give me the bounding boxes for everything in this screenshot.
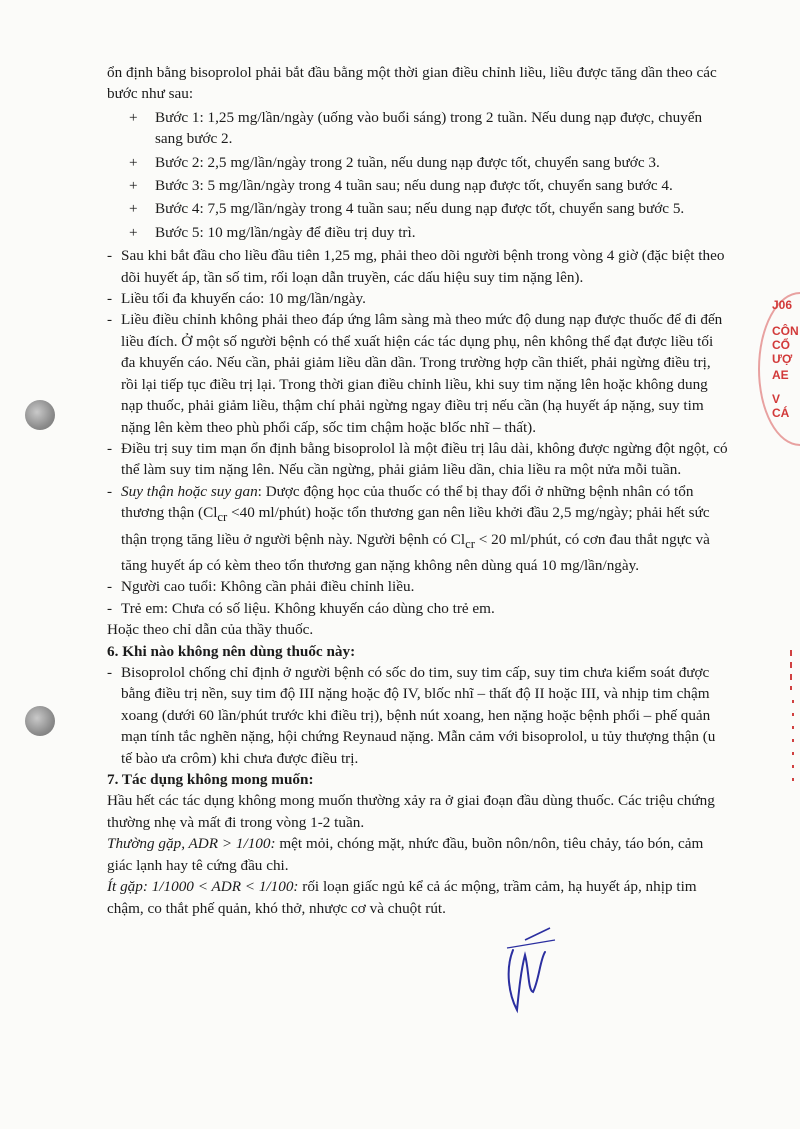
step-item — [129, 222, 729, 243]
renal-text: < 20 ml/phút, có cơn đau thắt ngực và tăng huyết áp có kèm theo tổn thương gan nặng không nên dùng quá 10 mg/lần/ngày. — [121, 530, 710, 574]
step-item — [129, 175, 729, 196]
plus-marker: + — [129, 108, 138, 126]
titration-steps — [107, 107, 729, 243]
punch-hole — [25, 400, 55, 430]
stamp-seal — [772, 298, 800, 420]
renal-label: Suy thận hoặc suy gan — [121, 482, 258, 500]
dosage-bullet — [107, 309, 729, 437]
adverse-intro: Hầu hết các tác dụng không mong muốn thường xảy ra ở giai đoạn đầu dùng thuốc. Các triệu chứng thường nhẹ và mất đi trong vòng 1-2 tuần. — [107, 792, 715, 831]
bullet-text: Bisoprolol chống chỉ định ở người bệnh có sốc do tim, suy tim cấp, suy tim chưa kiểm soát được bằng điều trị nền, suy tim độ III nặng hoặc độ IV, blốc nhĩ – thất độ II hoặc III, và nhịp tim chậm xoang (dưới 60 lần/phút trước khi điều trị), bệnh nút xoang, hen nặng hoặc bệnh phổi – phế quản mạn tính tắc nghẽn nặng, hội chứng Reynaud nặng. Mẫn cảm với bisoprolol, u tủy thượng thận (u tế bào ưa crôm) khi chưa được điều trị. — [121, 664, 716, 767]
bullet-text: Liều điều chỉnh không phải theo đáp ứng lâm sàng mà theo mức độ dung nạp được thuốc để đi đến liều đích. Ở một số người bệnh có thể xuất hiện các tác dụng phụ, nên không thể đạt được liều tối đa khuyến cáo. Nếu cần, phải giảm liều dần dần. Trong trường hợp cần thiết, phải ngừng điều trị, rồi lại tiếp tục điều trị lại. Trong thời gian điều chỉnh liều, khi suy tim nặng lên hoặc không dung nạp thuốc, phải giảm liều, thậm chí phải ngừng ngay điều trị nếu cần (hạ huyết áp nặng, suy tim nặng lên kèm theo phù phổi cấp, sốc tim chậm hoặc blốc nhĩ – thất). — [121, 311, 723, 436]
plus-marker: + — [129, 200, 138, 218]
renal-text: <40 ml/phút) hoặc tổn thương gan nên liều khởi đầu 2,5 mg/ngày; phải hết sức thận trọng tăng liều ở người bệnh này. Người bệnh có Cl — [121, 504, 710, 548]
section-6-heading: 6. Khi nào không nên dùng thuốc này: — [107, 642, 356, 660]
dosage-bullet — [107, 288, 729, 309]
intro-paragraph: ổn định bằng bisoprolol phải bắt đầu bằng một thời gian điều chỉnh liều, liều được tăng dần theo các bước như sau: — [107, 64, 717, 103]
bullet-text: Điều trị suy tim mạn ổn định bằng bisoprolol là một điều trị lâu dài, không được ngừng đột ngột, có thể làm suy tim nặng lên. Nếu cần ngừng, phải giảm liều dần, chia liều ra một nửa mỗi tuần. — [121, 439, 728, 479]
stamp-text: CỔ — [772, 338, 790, 352]
stamp-text: ƯỢ — [772, 352, 793, 366]
stamp-edge-marks — [788, 650, 800, 790]
dash-marker: - — [107, 439, 113, 457]
dosage-bullet — [107, 438, 729, 481]
plus-marker: + — [129, 153, 138, 171]
plus-marker: + — [129, 223, 138, 241]
punch-hole — [25, 706, 55, 736]
elderly-bullet — [107, 576, 729, 597]
children-bullet — [107, 598, 729, 619]
dash-marker: - — [107, 578, 113, 596]
bullet-text: Trẻ em: Chưa có số liệu. Không khuyến cáo dùng cho trẻ em. — [121, 599, 495, 617]
dash-marker: - — [107, 290, 113, 308]
dash-marker: - — [107, 482, 113, 500]
dosage-bullet — [107, 245, 729, 288]
common-adr — [107, 833, 729, 876]
contraindication-bullet — [107, 662, 729, 769]
stamp-text: CÔN — [772, 324, 799, 338]
step-item — [129, 107, 729, 150]
stamp-text: AE — [772, 368, 789, 382]
uncommon-adr — [107, 876, 729, 919]
step-item — [129, 152, 729, 173]
dash-marker: - — [107, 247, 113, 265]
dash-marker: - — [107, 664, 113, 682]
dash-marker: - — [107, 311, 113, 329]
step-item — [129, 198, 729, 219]
dash-marker: - — [107, 599, 113, 617]
uncommon-adr-label: Ít gặp: 1/1000 < ADR < 1/100: — [107, 878, 299, 896]
step-text: Bước 2: 2,5 mg/lần/ngày trong 2 tuần, nếu dung nạp được tốt, chuyển sang bước 3. — [155, 153, 660, 171]
doctor-note: Hoặc theo chỉ dẫn của thầy thuốc. — [107, 621, 314, 639]
stamp-text: V CÁ — [772, 392, 790, 420]
clcr-subscript: cr — [217, 510, 228, 525]
common-adr-text: mệt mỏi, chóng mặt, nhức đầu, buồn nôn/nôn, tiêu chảy, táo bón, cảm giác lạnh hay tê cứng đầu chi. — [107, 835, 704, 874]
bullet-text: Liều tối đa khuyến cáo: 10 mg/lần/ngày. — [121, 290, 366, 308]
uncommon-adr-text: rối loạn giấc ngủ kể cả ác mộng, trầm cảm, hạ huyết áp, nhịp tim chậm, co thắt phế quản, khó thở, nhược cơ và chuột rút. — [107, 878, 697, 917]
renal-hepatic-bullet — [107, 481, 729, 577]
step-text: Bước 5: 10 mg/lần/ngày để điều trị duy trì. — [155, 223, 416, 241]
step-text: Bước 4: 7,5 mg/lần/ngày trong 4 tuần sau; nếu dung nạp được tốt, chuyển sang bước 5. — [155, 200, 685, 218]
plus-marker: + — [129, 177, 138, 195]
step-text: Bước 1: 1,25 mg/lần/ngày (uống vào buổi sáng) trong 2 tuần. Nếu dung nạp được, chuyển sang bước 2. — [155, 108, 703, 148]
step-text: Bước 3: 5 mg/lần/ngày trong 4 tuần sau; nếu dung nạp được tốt, chuyển sang bước 4. — [155, 177, 673, 195]
bullet-text: Sau khi bắt đầu cho liều đầu tiên 1,25 mg, phải theo dõi người bệnh trong vòng 4 giờ (đặc biệt theo dõi huyết áp, tần số tim, rối loạn dẫn truyền, các dấu hiệu suy tim nặng lên). — [121, 247, 725, 286]
stamp-text: J06 — [772, 298, 793, 312]
bullet-text — [121, 481, 729, 577]
common-adr-label: Thường gặp, ADR > 1/100: — [107, 835, 276, 853]
bullet-text: Người cao tuổi: Không cần phải điều chỉnh liều. — [121, 578, 415, 596]
clcr-subscript: cr — [465, 536, 475, 551]
handwritten-signature — [495, 900, 565, 1020]
document-body — [107, 62, 729, 919]
section-7-heading: 7. Tác dụng không mong muốn: — [107, 771, 314, 789]
renal-text: : Dược động học của thuốc có thể bị thay đổi ở những bệnh nhân có tổn thương thận (Cl — [121, 482, 694, 522]
